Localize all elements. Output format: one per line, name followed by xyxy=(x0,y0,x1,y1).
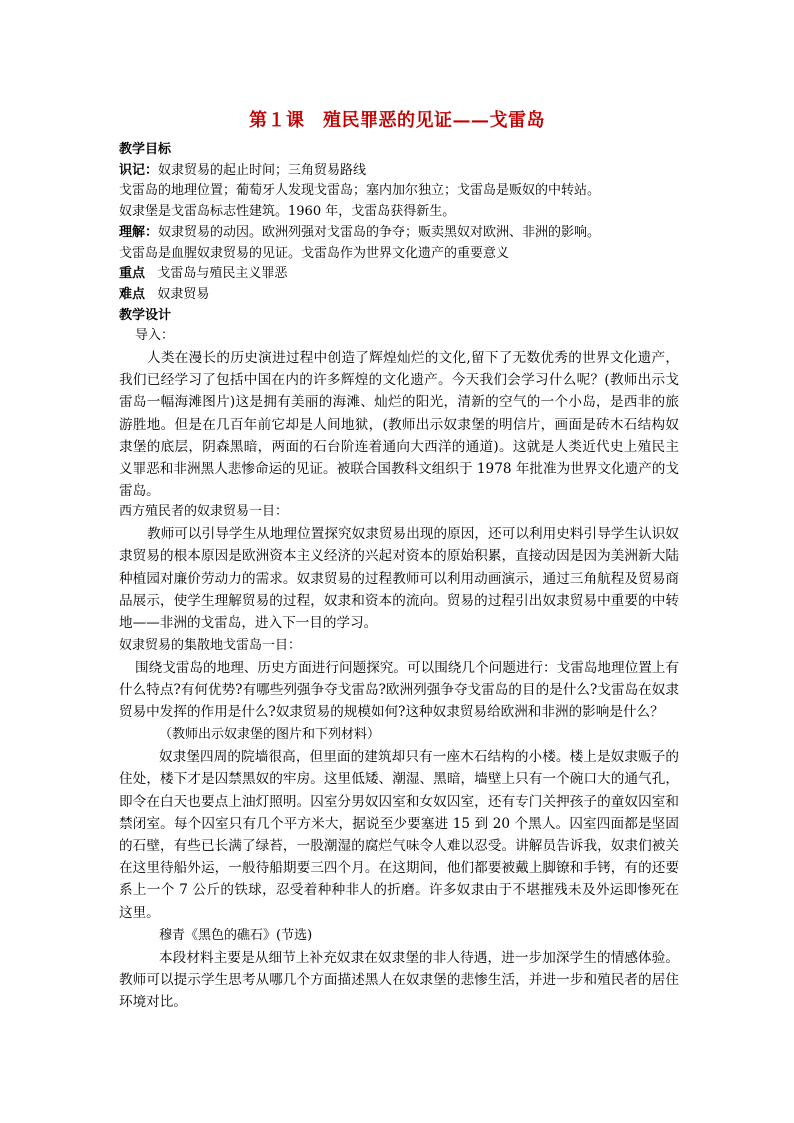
lijie-line-2: 戈雷岛是血腥奴隶贸易的见证。戈雷岛作为世界文化遗产的重要意义 xyxy=(119,245,510,261)
key-point: 重点 戈雷岛与殖民主义罪恶 xyxy=(119,266,288,282)
difficult-label: 难点 xyxy=(119,286,146,302)
lijie-line-1: 理解：奴隶贸易的动因。欧洲列强对戈雷岛的争夺；贩卖黑奴对欧洲、非洲的影响。 xyxy=(119,224,601,240)
section1-title: 西方殖民者的奴隶贸易一目： xyxy=(119,504,289,520)
material-source: 穆青《黑色的礁石》(节选) xyxy=(159,927,313,943)
section2-title: 奴隶贸易的集散地戈雷岛一目： xyxy=(119,638,302,654)
document-body xyxy=(119,140,679,1013)
key-label: 重点 xyxy=(119,266,146,282)
section1-paragraph: 教师可以引导学生从地理位置探究奴隶贸易出现的原因，还可以利用史料引导学生认识奴隶贸易的根本原因是欧洲资本主义经济的兴起对资本的原始积累，直接动因是因为美洲新大陆种植园对廉价劳动力的需求。奴隶贸易的过程教师可以利用动画演示，通过三角航程及贸易商品展示，使学生理解贸易的过程，奴隶和资本的流向。贸易的过程引出奴隶贸易中重要的中转地——非洲的戈雷岛，进入下一目的学习。 xyxy=(119,526,679,631)
shiji-line-3: 奴隶堡是戈雷岛标志性建筑。1960 年，戈雷岛获得新生。 xyxy=(119,204,456,220)
objectives-heading: 教学目标 xyxy=(119,142,172,157)
shiji-label: 识记： xyxy=(119,162,159,178)
material-note: （教师出示奴隶堡的图片和下列材料） xyxy=(159,727,381,743)
material-paragraph: 奴隶堡四周的院墙很高，但里面的建筑却只有一座木石结构的小楼。楼上是奴隶贩子的住处，楼下才是囚禁黑奴的牢房。这里低矮、潮湿、黑暗，墙壁上只有一个碗口大的通气孔，即令在白天也要点上油灯照明。囚室分男奴囚室和女奴囚室，还有专门关押孩子的童奴囚室和禁闭室。每个囚室只有几个平方米大，据说至少要塞进 15 到 20 个黑人。囚室四面都是坚固的石壁，有些已长满了绿苔，一股潮湿的腐烂气味令人难以忍受。讲解员告诉我，奴隶们被关在这里待船外运，一般待船期要三四个月。在这期间，他们都要被戴上脚镣和手铐，有的还要系上一个 7 公斤的铁球，忍受着种种非人的折磨。许多奴隶由于不堪摧残未及外运即惨死在这里。 xyxy=(119,749,679,921)
intro-paragraph: 人类在漫长的历史演进过程中创造了辉煌灿烂的文化,留下了无数优秀的世界文化遗产，我们已经学习了包括中国在内的许多辉煌的文化遗产。今天我们会学习什么呢？(教师出示戈雷岛一幅海滩图片)这是拥有美丽的海滩、灿烂的阳光，清新的空气的一个小岛，是西非的旅游胜地。但是在几百年前它却是人间地狱，(教师出示奴隶堡的明信片，画面是砖木石结构奴隶堡的底层，阴森黑暗，两面的石台阶连着通向大西洋的通道)。这就是人类近代史上殖民主义罪恶和非洲黑人悲惨命运的见证。被联合国教科文组织于 1978 年批准为世界文化遗产的戈雷岛。 xyxy=(119,350,679,500)
shiji-line-1: 识记：奴隶贸易的起止时间；三角贸易路线 xyxy=(119,162,367,178)
design-heading: 教学设计 xyxy=(119,307,172,323)
section2-paragraph: 围绕戈雷岛的地理、历史方面进行问题探究。可以围绕几个问题进行：戈雷岛地理位置上有什么特点?有何优势?有哪些列强争夺戈雷岛?欧洲列强争夺戈雷岛的目的是什么?戈雷岛在奴隶贸易中发挥的作用是什么?奴隶贸易的规模如何?这种奴隶贸易给欧洲和非洲的影响是什么？ xyxy=(119,659,679,721)
closing-paragraph: 本段材料主要是从细节上补充奴隶在奴隶堡的非人待遇，进一步加深学生的情感体验。教师可以提示学生思考从哪几个方面描述黑人在奴隶堡的悲惨生活，并进一步和殖民者的居住环境对比。 xyxy=(119,949,679,1010)
intro-label: 导入： xyxy=(135,328,175,344)
page-title: 第１课 殖民罪恶的见证——戈雷岛 xyxy=(249,110,545,131)
shiji-line-2: 戈雷岛的地理位置；葡萄牙人发现戈雷岛；塞内加尔独立；戈雷岛是贩奴的中转站。 xyxy=(119,183,601,199)
lijie-label: 理解： xyxy=(119,224,159,240)
difficult-point: 难点 奴隶贸易 xyxy=(119,286,210,302)
